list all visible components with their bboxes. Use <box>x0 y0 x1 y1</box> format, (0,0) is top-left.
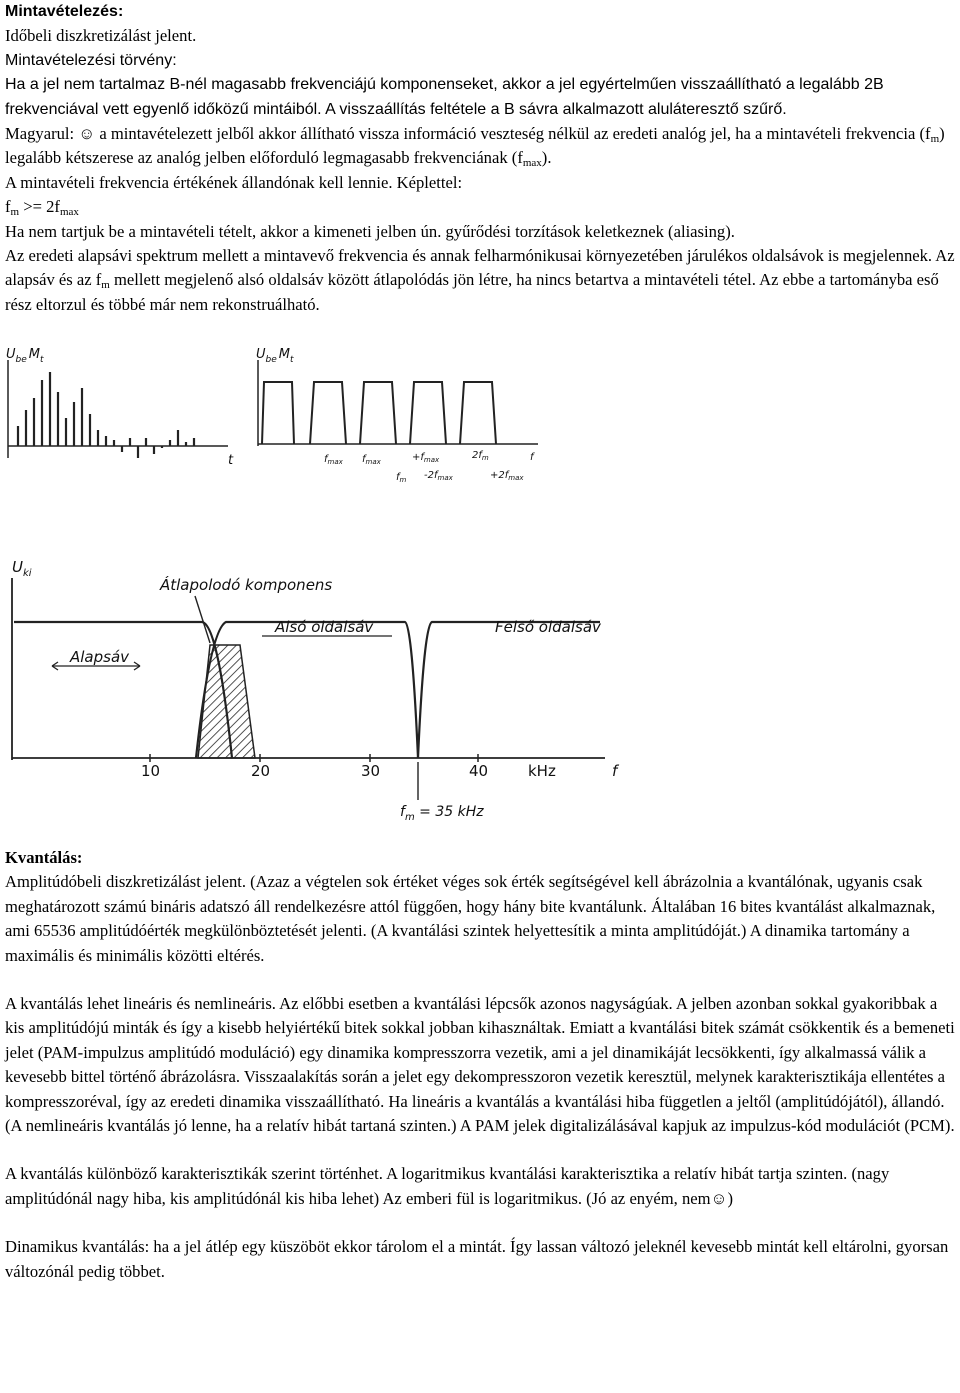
quantization-title: Kvantálás: <box>5 848 83 867</box>
fm-label: $f_m = 35$ kHz <box>400 804 484 823</box>
sampling-formula: $f_m >= 2f_{max}$ <box>5 197 79 219</box>
ylabel-u: U <box>6 347 16 362</box>
aliasing-graphic <box>0 550 640 830</box>
sampling-title: Mintavételezés: <box>5 3 124 20</box>
sampling-spectrum-note: Az eredeti alapsávi spektrum mellett a mintavevő frekvencia és annak felharmónikusai környezetében járulékos oldalsávok is megjelennek. Az alapsáv és az $f_m$ mellett megjelenő alsó oldalsáv között átlapolódás jön létre, ha nincs betartva a mintavételi tétel. Az ebbe a tartományba eső rész eltorzul és többé már nem rekonstruálható. <box>5 246 955 314</box>
x-tick-labels: 10 20 30 40 kHz f <box>141 762 618 780</box>
spectrum-row1: $f_{max}$ $f_{max}$ $+f_{max}$ $2f_m$ f <box>324 450 534 466</box>
sampled-spectrum-figure <box>250 340 550 490</box>
quantization-paragraph-3: A kvantálás különböző karakterisztikák szerint történhet. A logaritmikus kvantálási karakterisztika a relatív hibát tartja szinten. (nagy amplitúdónál nagy hiba, kis amplitúdónál kis hiba lehet) Az emberi fül is logaritmikus. (Jó az enyém, nem☺) <box>5 1164 890 1208</box>
xlabel-t: t <box>228 453 234 468</box>
smiley-icon: ☺ <box>710 1188 728 1208</box>
sampling-definition: Időbeli diszkretizálást jelent. <box>5 26 197 46</box>
quantization-paragraph-2: A kvantálás lehet lineáris és nemlineáris. Az előbbi esetben a kvantálási lépcsők azonos nagyságúak. A jelben azonban sokkal gyakoribbak a kis amplitúdójú minták és így a kisebb helyiértékű bitek sokkal jobban kihasználtak. Emiatt a kvantálási bitek számát csökkentik és a bemeneti jelet (PAM-impulzus amplitúdó moduláció) egy dinamika kompresszorra vezetik, ami a jel dinamikáját lecsökkenti, így alkalmassá válik a kevesebb bittel történő ábrázolásra. Visszaalakítás során a jelet egy dekompresszoron vezetik keresztül, melynek karakterisztikája ellentétes a kompresszoréval, így az eredeti dinamika visszaállítható. Ha lineáris a kvantálás a kvantálási hiba független a jeltől (amplitúdójától), állandó. (A nemlineáris kvantálás jó lenne, ha a relatív hibát tartaná szinten.) A PAM jelek digitalizálásával kapjuk az impulzus-kód modulációt (PCM). <box>5 994 955 1136</box>
svg-text:UbeMt: $U_{be}$ $M_t$ <box>6 347 44 365</box>
quantization-paragraph-1: Amplitúdóbeli diszkretizálást jelent. (Azaz a végtelen sok értéket véges sok érték segítségével kell ábrázolnia a kvantálónak, ugyanis csak meghatározott számú bináris adatszó áll rendelkezésre attól függően, hogy hány bite kvantálunk. Általában 16 bites kvantálást alkalmaznak, ami 65536 amplitúdóérték megkülönböztetését jelenti. (A kvantálási szintek helyettesítik a minta amplitúdóját.) A dinamika tartomány a maximális és minimális közötti eltérés. <box>5 872 936 965</box>
sampling-section <box>5 0 955 317</box>
sampling-aliasing-note: Ha nem tartjuk be a mintavételi tételt, akkor a kimeneti jelben ún. gyűrődési torzítások keletkeznek (aliasing). <box>5 221 735 241</box>
svg-text:UbeMt: $U_{be}$ $M_t$ <box>256 347 294 365</box>
baseband-label: Alapsáv <box>70 648 130 666</box>
sampled-spectrum-graphic <box>250 340 550 490</box>
sampling-constant-note: A mintavételi frekvencia értékének állandónak kell lennie. Képlettel: <box>5 172 463 192</box>
sampling-hungarian-explanation: Magyarul: ☺ a mintavételezett jelből akkor állítható vissza információ veszteség nélkül az eredeti analóg jel, ha a mintavételi frekvencia $(f_m)$ legalább kétszerese az analóg jelben előforduló legmagasabb frekvenciának $(f_{max})$. <box>5 124 945 170</box>
smiley-icon: ☺ <box>78 124 96 144</box>
svg-text:Uki: $U_{ki}$ <box>12 558 32 579</box>
lower-sideband-label: Alsó oldalsáv <box>275 618 374 636</box>
sampled-signal-graphic <box>0 340 250 470</box>
ylabel-uki: U <box>12 558 23 576</box>
aliasing-figure <box>0 550 640 830</box>
quantization-paragraph-4: Dinamikus kvantálás: ha a jel átlép egy küszöböt ekkor tárolom el a mintát. Így lassan változó jeleknél kevesebb mintát kell eltárolni, gyorsan változónál pedig többet. <box>5 1237 949 1281</box>
ylabel-u: U <box>256 347 266 362</box>
overlap-label: Átlapolodó komponens <box>160 576 333 594</box>
sampling-law-text: Ha a jel nem tartalmaz B-nél magasabb frekvenciájú komponenseket, akkor a jel egyértelműen visszaállítható a legalább 2B frekvenciával vett egyenlő időközű mintáiból. A visszaállítás feltétele a B sávra alkalmazott aluláteresztő szűrő. <box>5 76 884 118</box>
quantization-section <box>5 846 955 1284</box>
spectrum-row2: $f_m$ $-2f_{max}$ $+2f_{max}$ <box>396 470 524 484</box>
sampling-law-title: Mintavételezési törvény: <box>5 51 177 69</box>
sampled-signal-figure <box>0 340 250 470</box>
upper-sideband-label: Felső oldalsáv <box>495 618 601 636</box>
